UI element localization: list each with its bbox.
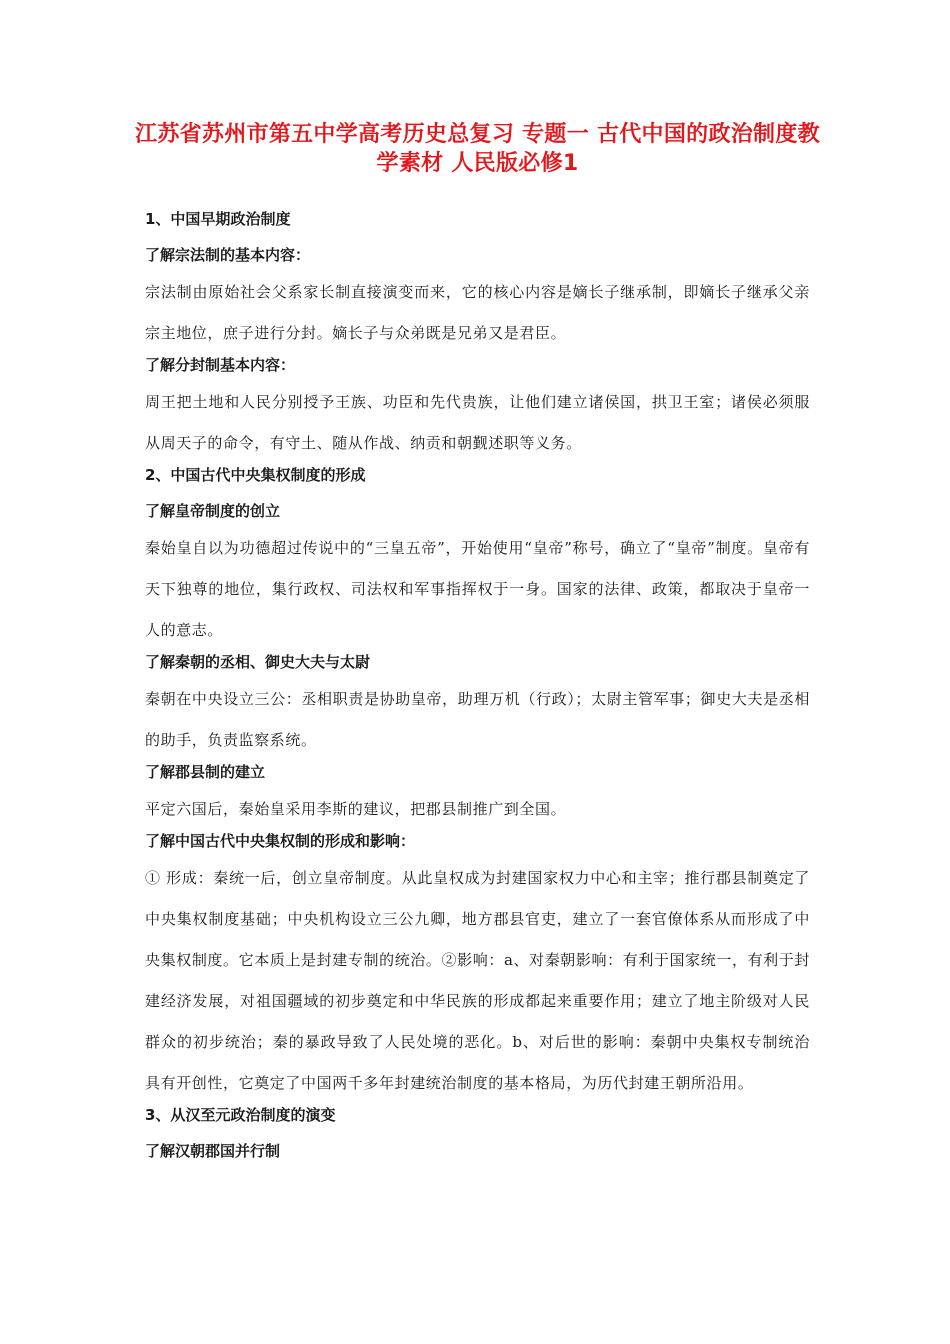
paragraph: 秦朝在中央设立三公：丞相职责是协助皇帝，助理万机（行政）；太尉主管军事；御史大夫是丞相的助手，负责监察系统。 (145, 690, 810, 749)
document-title: 江苏省苏州市第五中学高考历史总复习 专题一 古代中国的政治制度教学素材 人民版必修1 (135, 122, 820, 176)
subheading: 了解宗法制的基本内容： (145, 246, 311, 264)
subheading: 了解皇帝制度的创立 (145, 502, 281, 520)
subheading: 了解郡县制的建立 (145, 763, 266, 781)
subheading: 了解汉朝郡国并行制 (145, 1142, 281, 1160)
paragraph: 周王把土地和人民分别授予王族、功臣和先代贵族，让他们建立诸侯国，拱卫王室；诸侯必须服从周天子的命令，有守土、随从作战、纳贡和朝觐述职等义务。 (145, 393, 810, 452)
paragraph: 平定六国后，秦始皇采用李斯的建议，把郡县制推广到全国。 (145, 800, 567, 818)
paragraph: 宗法制由原始社会父系家长制直接演变而来，它的核心内容是嫡长子继承制，即嫡长子继承父亲宗主地位，庶子进行分封。嫡长子与众弟既是兄弟又是君臣。 (145, 283, 810, 342)
section-3 (145, 1104, 810, 1162)
document-page (135, 120, 820, 1162)
section-heading: 1、中国早期政治制度 (145, 210, 291, 228)
paragraph: ① 形成：秦统一后，创立皇帝制度。从此皇权成为封建国家权力中心和主宰；推行郡县制奠定了中央集权制度基础；中央机构设立三公九卿，地方郡县官吏，建立了一套官僚体系从而形成了中央集权制度。它本质上是封建专制的统治。②影响：a、对秦朝影响：有利于国家统一，有利于封建经济发展，对祖国疆域的初步奠定和中华民族的形成都起来重要作用；建立了地主阶级对人民群众的初步统治；秦的暴政导致了人民处境的恶化。b、对后世的影响：秦朝中央集权专制统治具有开创性，它奠定了中国两千多年封建统治制度的基本格局，为历代封建王朝所沿用。 (145, 869, 810, 1092)
section-heading: 2、中国古代中央集权制度的形成 (145, 466, 366, 484)
section-heading: 3、从汉至元政治制度的演变 (145, 1106, 336, 1124)
section-2 (145, 464, 810, 1104)
section-1 (145, 208, 810, 464)
paragraph: 秦始皇自以为功德超过传说中的“三皇五帝”，开始使用“皇帝”称号，确立了“皇帝”制度。皇帝有天下独尊的地位，集行政权、司法权和军事指挥权于一身。国家的法律、政策，都取决于皇帝一人的意志。 (145, 539, 810, 639)
subheading: 了解分封制基本内容： (145, 356, 296, 374)
subheading: 了解中国古代中央集权制的形成和影响： (145, 832, 416, 850)
subheading: 了解秦朝的丞相、御史大夫与太尉 (145, 653, 371, 671)
